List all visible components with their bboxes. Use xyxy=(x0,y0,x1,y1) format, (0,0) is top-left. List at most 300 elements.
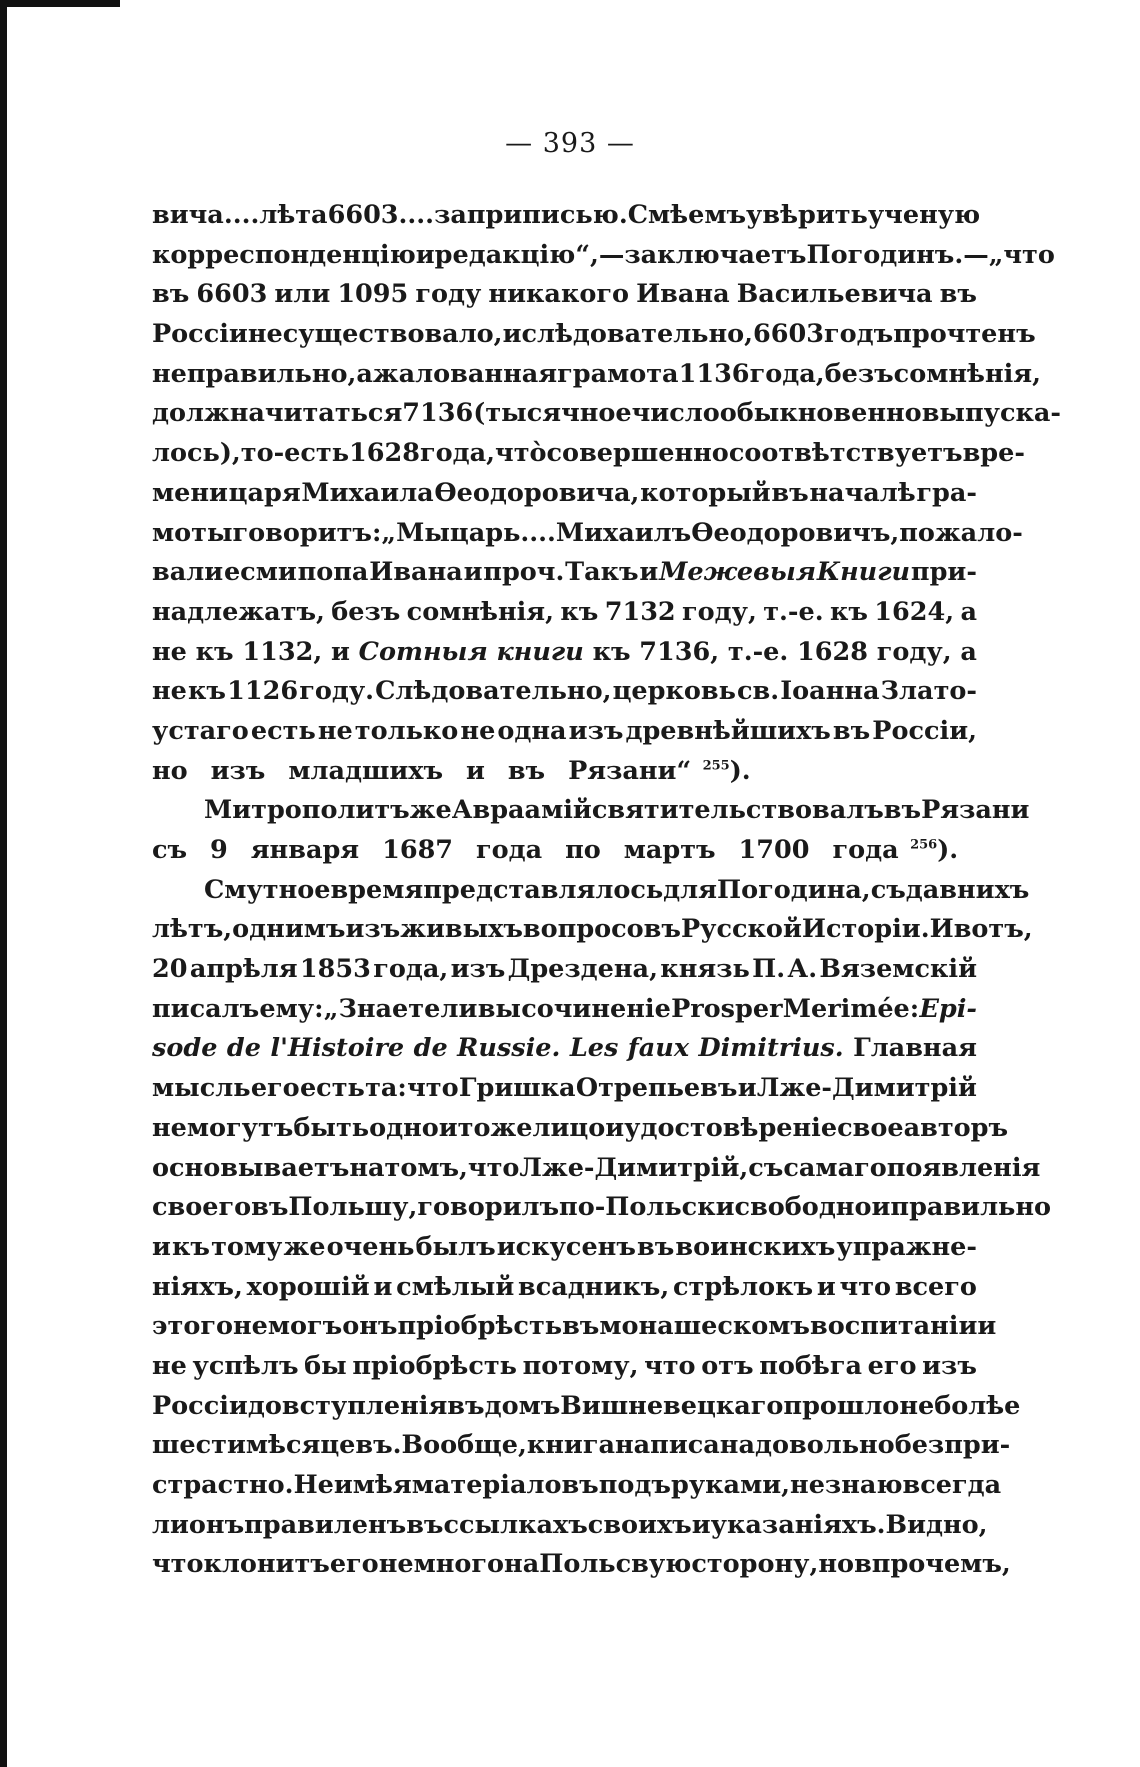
word: не xyxy=(152,676,187,707)
text-line xyxy=(152,910,1033,950)
text-line xyxy=(152,1347,977,1387)
word: а xyxy=(960,596,977,627)
word: церковь xyxy=(612,676,736,707)
word: году, xyxy=(876,636,952,667)
word: ніяхъ, xyxy=(152,1271,243,1302)
word: ученую xyxy=(867,200,981,230)
word: что xyxy=(839,1271,892,1302)
word: и xyxy=(152,1231,171,1262)
word: очень xyxy=(326,1231,415,1262)
word: 1095 xyxy=(337,279,409,310)
word: изъ xyxy=(345,914,401,945)
word: же xyxy=(409,795,452,826)
text-line xyxy=(152,275,977,315)
word: Погодина, xyxy=(716,874,871,905)
word: года, xyxy=(373,954,449,985)
word: ли xyxy=(152,1509,189,1540)
word: безпри- xyxy=(894,1430,1011,1461)
word: по xyxy=(565,835,601,865)
word: на xyxy=(349,1152,385,1183)
word: живыхъ xyxy=(400,914,523,945)
word: Михаилъ xyxy=(555,517,692,548)
word: домъ xyxy=(484,1390,561,1421)
word: гра- xyxy=(916,477,977,508)
word: при- xyxy=(910,557,977,588)
word: знаю xyxy=(824,1470,903,1500)
word: Гришка xyxy=(458,1073,576,1104)
word: вы xyxy=(477,993,521,1024)
word: упражне- xyxy=(836,1231,977,1262)
word: отъ xyxy=(701,1350,754,1381)
word: вступленія xyxy=(281,1390,448,1421)
word: за xyxy=(434,200,467,230)
word: ссылкахъ xyxy=(443,1509,588,1540)
italic-word: Dimitrius. xyxy=(698,1033,844,1064)
word: и xyxy=(373,1271,393,1302)
text-line xyxy=(152,1188,1052,1228)
word: Васильевича xyxy=(736,279,933,310)
word: пріобрѣсть xyxy=(397,1311,563,1342)
word: „Мы xyxy=(381,517,450,548)
word: одно xyxy=(369,1112,439,1143)
word: и xyxy=(502,319,522,350)
word: Ивана xyxy=(636,279,730,310)
word: 1687 xyxy=(382,835,454,865)
word: не xyxy=(152,636,187,667)
word: въ xyxy=(251,1192,289,1223)
word: 1700 xyxy=(738,835,810,865)
word: впрочемъ, xyxy=(854,1549,1011,1580)
word: по-Польски xyxy=(559,1192,735,1223)
footnote-marker: 256 xyxy=(910,837,938,853)
text-line xyxy=(152,474,977,514)
word: успѣлъ xyxy=(192,1350,299,1381)
word: года $^{256}$). xyxy=(832,835,959,865)
word: въ xyxy=(447,1390,485,1421)
word: изъ xyxy=(568,715,624,746)
word: Русской xyxy=(680,914,802,945)
scan-border-top xyxy=(0,0,120,7)
word: подъ xyxy=(598,1470,671,1500)
word: не xyxy=(247,319,283,350)
word: воинскихъ xyxy=(675,1231,836,1262)
word: къ xyxy=(188,676,226,707)
word: Смутное xyxy=(204,874,331,905)
word: давнихъ xyxy=(905,874,1030,905)
text-line xyxy=(152,315,1036,355)
word: пожало- xyxy=(899,517,1023,548)
word: страстно. xyxy=(152,1470,294,1500)
italic-word: Les xyxy=(569,1033,619,1064)
text-line xyxy=(152,434,1025,474)
word: никакого xyxy=(488,279,629,310)
word: Смѣемъ xyxy=(627,200,747,230)
word: безъ xyxy=(331,596,401,627)
word: и xyxy=(691,1509,711,1540)
word: довольно xyxy=(755,1430,895,1461)
word: Авраамій xyxy=(451,795,592,826)
text-line xyxy=(152,633,977,673)
word: матеріаловъ xyxy=(411,1470,599,1500)
word: приписью. xyxy=(466,200,628,230)
word: что xyxy=(407,1073,459,1104)
word: правиленъ xyxy=(244,1509,407,1540)
word: представлялось xyxy=(423,874,664,905)
word: 6603 xyxy=(753,319,825,350)
word: св. xyxy=(737,676,780,707)
text-line xyxy=(152,196,981,236)
word: смѣлый xyxy=(396,1271,515,1302)
word: существовало, xyxy=(282,319,503,350)
word: своихъ xyxy=(587,1509,692,1540)
word: этого xyxy=(152,1311,233,1342)
word: Не xyxy=(293,1470,334,1500)
word: Россіи xyxy=(152,319,248,350)
word: въ xyxy=(637,1231,675,1262)
word: года xyxy=(476,835,543,865)
word: Отрепьевъ xyxy=(575,1073,738,1104)
text-line xyxy=(152,553,977,593)
word: основываетъ xyxy=(152,1152,350,1183)
word: немного xyxy=(378,1549,505,1580)
text-line xyxy=(152,1149,1041,1189)
word: не xyxy=(790,1470,825,1500)
word: царя xyxy=(228,477,301,508)
word: болѣе xyxy=(934,1390,1021,1421)
word: Вообще, xyxy=(401,1430,527,1461)
word: проч. xyxy=(483,557,565,588)
word: всего xyxy=(894,1271,977,1302)
text-line xyxy=(152,355,1042,395)
text-line xyxy=(152,950,977,990)
word: руками, xyxy=(670,1470,791,1500)
word: есми xyxy=(223,557,297,588)
word: хорошій xyxy=(246,1271,370,1302)
text-line xyxy=(152,871,1030,911)
word: монашескомъ xyxy=(599,1311,810,1342)
word: своего xyxy=(152,1192,252,1223)
word: то-есть xyxy=(240,438,350,469)
word: совершенно xyxy=(546,438,729,469)
word: году xyxy=(415,279,482,310)
word: году. xyxy=(299,676,375,707)
word: Лже-Димитрій, xyxy=(519,1152,749,1183)
text-line xyxy=(152,1029,977,1069)
word: Исторіи. xyxy=(801,914,930,945)
word: въ xyxy=(771,477,809,508)
text-line xyxy=(152,514,1023,554)
word: одна xyxy=(497,715,567,746)
word: самаго xyxy=(783,1152,887,1183)
word: древнѣйшихъ xyxy=(625,715,831,746)
word: его xyxy=(250,1073,300,1104)
word: Рязани“ $^{255}$). xyxy=(568,755,751,786)
word: который xyxy=(640,477,771,508)
word: устаго xyxy=(152,715,249,746)
word: 7136 xyxy=(402,398,474,429)
word: Польсвую xyxy=(539,1549,692,1580)
word: къ xyxy=(195,636,234,667)
word: не xyxy=(317,715,353,746)
word: Вишневецкаго xyxy=(560,1390,784,1421)
word: вали xyxy=(152,557,224,588)
word: не xyxy=(152,1112,187,1143)
word: тому xyxy=(211,1231,283,1262)
page-number: — 393 — xyxy=(505,128,635,159)
word: соотвѣтствуетъ xyxy=(728,438,963,469)
word: году, xyxy=(682,596,757,627)
word: стрѣлокъ xyxy=(673,1271,814,1302)
word: вотъ, xyxy=(953,914,1033,945)
word: въ xyxy=(406,1509,444,1540)
word: мѣсяцевъ. xyxy=(245,1430,402,1461)
word: шести xyxy=(152,1430,246,1461)
italic-word: de xyxy=(413,1033,448,1064)
word: годъ xyxy=(824,319,894,350)
word: число xyxy=(631,398,720,429)
word: и xyxy=(737,1073,757,1104)
word: „Знаете xyxy=(323,993,441,1024)
word: есть xyxy=(299,1073,365,1104)
word: говорилъ xyxy=(417,1192,560,1223)
word: 6603 xyxy=(196,279,268,310)
word: искусенъ xyxy=(496,1231,636,1262)
word: 7136, xyxy=(639,636,720,667)
word: въ xyxy=(562,1311,600,1342)
word: редакцію“,—заключаетъ xyxy=(434,239,807,270)
word: съ xyxy=(152,835,188,865)
word: къ xyxy=(172,1231,210,1262)
word: появленія xyxy=(886,1152,1041,1183)
italic-word: Epi- xyxy=(919,993,977,1024)
word: слѣдовательно, xyxy=(521,319,754,350)
word: время xyxy=(330,874,424,905)
word: и xyxy=(415,239,435,270)
text-line xyxy=(152,1545,1011,1585)
word: моты xyxy=(152,517,233,548)
italic-word: faux xyxy=(627,1033,690,1064)
word: та: xyxy=(365,1073,407,1104)
text-line xyxy=(152,672,977,712)
word: и xyxy=(816,1271,836,1302)
footnote-marker: 255 xyxy=(702,758,730,774)
word: книга xyxy=(526,1430,615,1461)
word: младшихъ xyxy=(288,755,444,786)
text-line xyxy=(152,1069,977,1109)
word: удостовѣреніе xyxy=(624,1112,838,1143)
word: сомнѣнія, xyxy=(893,358,1042,389)
word: лицо xyxy=(532,1112,606,1143)
word: вича.... xyxy=(152,200,260,230)
word: ли xyxy=(440,993,478,1024)
word: Рязани xyxy=(921,795,1030,826)
word: онъ xyxy=(188,1509,245,1540)
text-line xyxy=(152,791,1030,831)
word: 1624, xyxy=(874,596,955,627)
word: Россіи xyxy=(152,1390,248,1421)
word: или xyxy=(274,279,331,310)
word: не xyxy=(460,715,496,746)
word: изъ xyxy=(210,755,266,786)
italic-word: Межевыя xyxy=(659,557,817,588)
word: обыкновенно xyxy=(719,398,922,429)
word: онъ xyxy=(342,1311,398,1342)
word: въ xyxy=(507,755,546,786)
word: въ xyxy=(152,279,190,310)
italic-word: l'Histoire xyxy=(270,1033,405,1064)
text-line xyxy=(152,236,1055,276)
word: Слѣдовательно, xyxy=(375,676,612,707)
word: Главная xyxy=(853,1033,977,1064)
word: 1628 xyxy=(797,636,869,667)
word: а xyxy=(960,636,977,667)
word: 1136 xyxy=(678,358,750,389)
text-line xyxy=(152,1387,1021,1427)
word: и xyxy=(463,557,483,588)
word: сомнѣнія, xyxy=(406,596,555,627)
word: что xyxy=(152,1549,204,1580)
word: И xyxy=(929,914,954,945)
word: въ xyxy=(939,279,977,310)
word: бы xyxy=(304,1350,347,1381)
text-line xyxy=(152,394,1062,434)
word: мени xyxy=(152,477,228,508)
word: неправильно, xyxy=(152,358,357,389)
word: указаніяхъ. xyxy=(710,1509,886,1540)
word: и xyxy=(871,1192,891,1223)
word: января xyxy=(250,835,360,865)
word: Такъ xyxy=(565,557,639,588)
word: надлежатъ, xyxy=(152,596,325,627)
text-line xyxy=(152,712,977,752)
word: къ xyxy=(592,636,631,667)
word: изъ xyxy=(450,954,506,985)
word: жалованная xyxy=(372,358,558,389)
word: имѣя xyxy=(333,1470,412,1500)
word: Вяземскій xyxy=(819,954,977,985)
word: мартъ xyxy=(623,835,716,865)
text-line xyxy=(152,831,977,871)
word: правильно xyxy=(890,1192,1052,1223)
italic-word: Russie. xyxy=(457,1033,561,1064)
text-line xyxy=(152,1268,977,1308)
word: что̀ xyxy=(495,438,547,469)
word: свободно xyxy=(734,1192,872,1223)
word: князь xyxy=(660,954,750,985)
word: а xyxy=(356,358,373,389)
text-line xyxy=(152,1109,1009,1149)
word: 20 xyxy=(152,954,188,985)
word: могутъ xyxy=(186,1112,294,1143)
word: его xyxy=(867,1350,917,1381)
text-line xyxy=(152,1228,977,1268)
word: корреспонденцію xyxy=(152,239,416,270)
word: Погодинъ.—„что xyxy=(806,239,1055,270)
word: съ xyxy=(748,1152,784,1183)
text-line xyxy=(152,1506,988,1546)
word: могъ xyxy=(267,1311,343,1342)
word: томъ, xyxy=(384,1152,468,1183)
word: пріобрѣсть xyxy=(352,1350,517,1381)
word: но xyxy=(152,755,188,786)
italic-word: de xyxy=(226,1033,261,1064)
word: для xyxy=(663,874,717,905)
italic-word: книги xyxy=(496,636,584,667)
text-line xyxy=(152,593,977,633)
word: что xyxy=(467,1152,520,1183)
word: и xyxy=(330,636,350,667)
word: Ѳеодоровича, xyxy=(434,477,640,508)
word: сочиненіе xyxy=(521,993,671,1024)
word: апрѣля xyxy=(189,954,298,985)
word: т.-е. xyxy=(763,596,824,627)
italic-word: Книги xyxy=(816,557,911,588)
word: ему: xyxy=(259,993,324,1024)
word: къ xyxy=(829,596,868,627)
word: и xyxy=(438,1112,458,1143)
body-text xyxy=(152,196,1062,1585)
word: безъ xyxy=(824,358,894,389)
word: вопросовъ xyxy=(522,914,681,945)
word: лось), xyxy=(152,438,241,469)
word: читаться xyxy=(264,398,403,429)
word: мысль xyxy=(152,1073,251,1104)
word: года, xyxy=(749,358,825,389)
word: авторъ xyxy=(903,1112,1009,1143)
word: не xyxy=(899,1390,935,1421)
word: лѣтъ, xyxy=(152,914,233,945)
word: не xyxy=(232,1311,268,1342)
text-line xyxy=(152,752,977,792)
word: года, xyxy=(420,438,496,469)
word: вре- xyxy=(962,438,1025,469)
text-line xyxy=(152,990,977,1030)
word: 6603.... xyxy=(327,200,435,230)
word: есть xyxy=(250,715,316,746)
word: всегда xyxy=(902,1470,1002,1500)
word: П. xyxy=(752,954,786,985)
word: т.-е. xyxy=(727,636,789,667)
word: Лже-Димитрій xyxy=(756,1073,977,1104)
word: изъ xyxy=(922,1350,977,1381)
scan-border-left xyxy=(0,0,7,1767)
word: сторону, xyxy=(691,1549,819,1580)
word: Польшу, xyxy=(288,1192,418,1223)
word: 9 xyxy=(210,835,228,865)
word: (тысячное xyxy=(473,398,632,429)
italic-word: Сотныя xyxy=(358,636,488,667)
word: написана xyxy=(614,1430,755,1461)
word: до xyxy=(247,1390,282,1421)
word: увѣрить xyxy=(746,200,868,230)
word: Ѳеодоровичъ, xyxy=(691,517,900,548)
word: выпуска- xyxy=(921,398,1062,429)
word: въ xyxy=(883,795,922,826)
word: и xyxy=(977,1311,997,1342)
word: но xyxy=(818,1549,855,1580)
word: 1126 xyxy=(227,676,299,707)
word: однимъ xyxy=(232,914,346,945)
text-line xyxy=(152,1307,997,1347)
word: воспитаніи xyxy=(809,1311,978,1342)
italic-word: sode xyxy=(152,1033,218,1064)
word: Prosper xyxy=(671,993,783,1024)
word: въ xyxy=(832,715,871,746)
word: 1628 xyxy=(349,438,421,469)
word: царь.... xyxy=(449,517,556,548)
word: грамота xyxy=(557,358,679,389)
word: 1132, xyxy=(242,636,323,667)
